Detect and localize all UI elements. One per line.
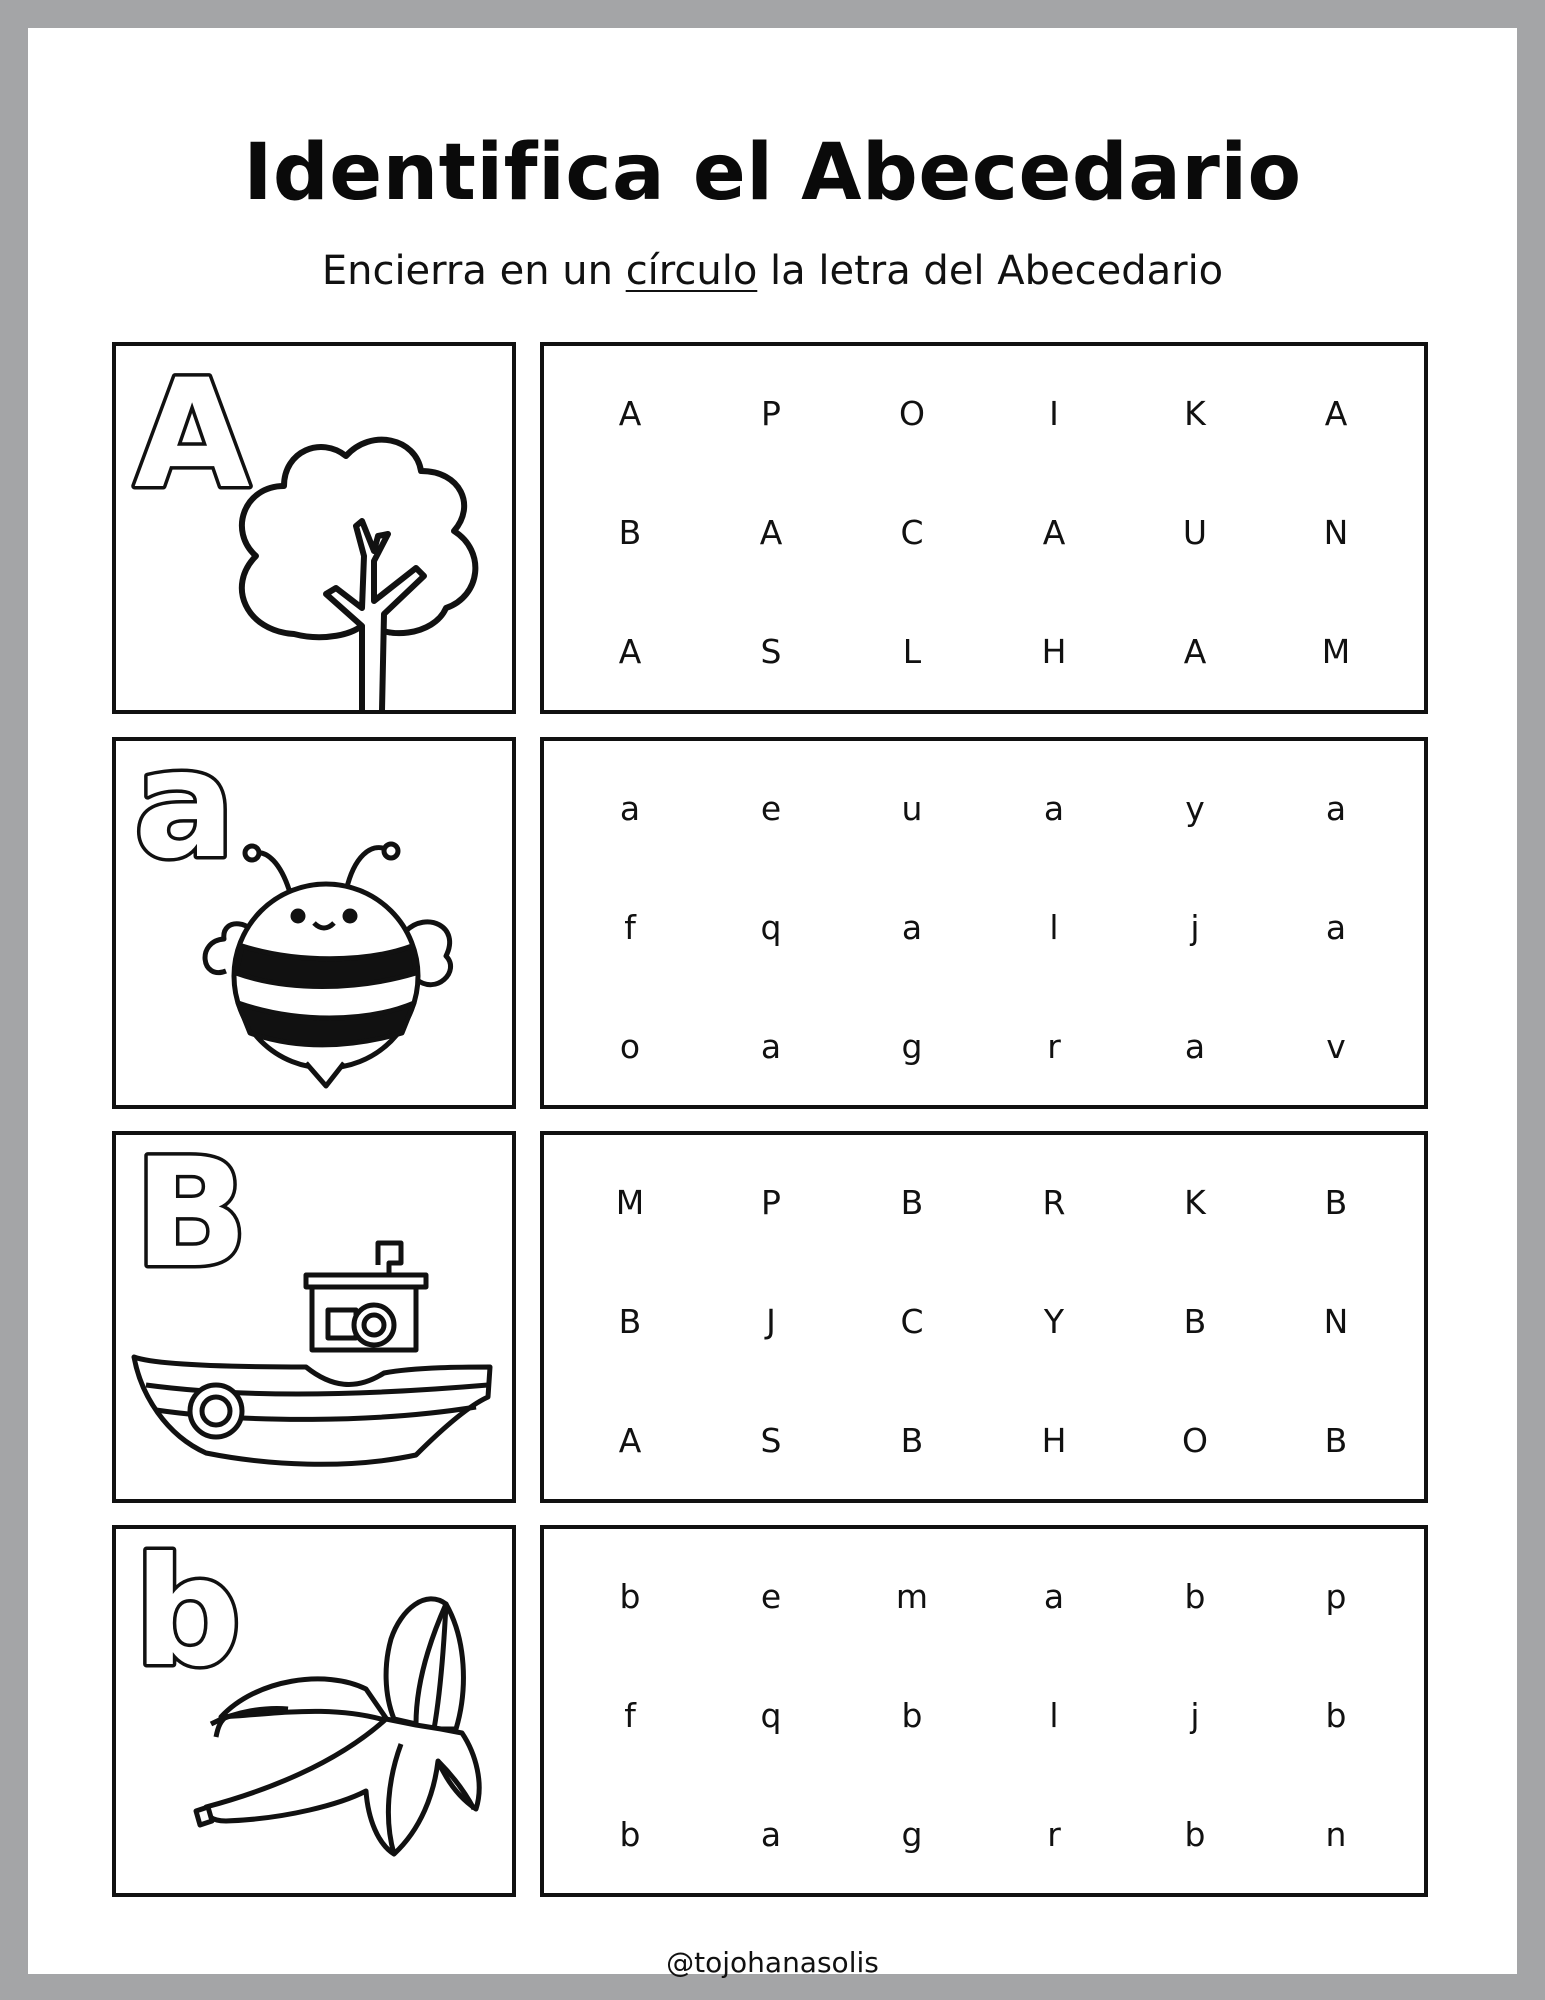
- letter-cell[interactable]: e: [760, 1577, 782, 1616]
- letter-cell[interactable]: O: [899, 394, 925, 433]
- letter-cell[interactable]: B: [1324, 1183, 1348, 1222]
- letter-grid: [540, 737, 1428, 1109]
- author-credit: @tojohanasolis: [666, 1946, 879, 1979]
- worksheet: [28, 28, 1517, 1979]
- letter-cell[interactable]: a: [901, 908, 923, 947]
- instructions: [28, 248, 1517, 294]
- letter-cell[interactable]: b: [619, 1815, 641, 1854]
- letter-cell[interactable]: N: [1323, 1302, 1349, 1341]
- letter-cell[interactable]: a: [760, 1815, 782, 1854]
- letter-cell[interactable]: P: [761, 394, 781, 433]
- letter-row-b: [112, 1525, 1428, 1897]
- picture-panel: [116, 1529, 512, 1893]
- letter-cell[interactable]: u: [901, 789, 923, 828]
- picture-box: [112, 1525, 516, 1897]
- outline-letter: b: [134, 1529, 242, 1700]
- letter-cell[interactable]: B: [900, 1421, 924, 1460]
- letter-cell[interactable]: g: [901, 1027, 923, 1066]
- picture-box: [112, 737, 516, 1109]
- letter-cell[interactable]: b: [901, 1696, 923, 1735]
- letter-cell[interactable]: f: [624, 1696, 636, 1735]
- instructions-underlined-word: círculo: [625, 248, 758, 294]
- letter-cell[interactable]: l: [1049, 908, 1059, 947]
- letter-cell[interactable]: K: [1184, 394, 1206, 433]
- letter-cell[interactable]: K: [1184, 1183, 1206, 1222]
- letter-cell[interactable]: N: [1323, 513, 1349, 552]
- letter-cell[interactable]: b: [619, 1577, 641, 1616]
- letter-cell[interactable]: n: [1325, 1815, 1347, 1854]
- letter-cell[interactable]: r: [1047, 1027, 1061, 1066]
- letter-cell[interactable]: m: [895, 1577, 929, 1616]
- letter-row-A: [112, 342, 1428, 714]
- letter-cell[interactable]: I: [1049, 394, 1059, 433]
- letter-cell[interactable]: a: [1043, 1577, 1065, 1616]
- letter-cell[interactable]: B: [618, 1302, 642, 1341]
- letter-cell[interactable]: U: [1182, 513, 1208, 552]
- letter-cell[interactable]: a: [1043, 789, 1065, 828]
- letter-grid: [540, 1525, 1428, 1897]
- letter-cell[interactable]: b: [1325, 1696, 1347, 1735]
- letter-cell[interactable]: A: [1324, 394, 1348, 433]
- letter-cell[interactable]: P: [761, 1183, 781, 1222]
- letter-cell[interactable]: v: [1326, 1027, 1346, 1066]
- letter-cell[interactable]: B: [900, 1183, 924, 1222]
- page-title: Identifica el Abecedario: [243, 128, 1302, 218]
- letter-cell[interactable]: C: [900, 1302, 924, 1341]
- letter-row-a: [112, 737, 1428, 1109]
- letter-cell[interactable]: S: [760, 632, 782, 671]
- letter-cell[interactable]: H: [1041, 1421, 1067, 1460]
- letter-cell[interactable]: S: [760, 1421, 782, 1460]
- letter-cell[interactable]: C: [900, 513, 924, 552]
- letter-cell[interactable]: l: [1049, 1696, 1059, 1735]
- outline-letter: A: [134, 348, 251, 522]
- letter-cell[interactable]: A: [1183, 632, 1207, 671]
- bee-icon: [205, 844, 451, 1086]
- letter-cell[interactable]: O: [1182, 1421, 1208, 1460]
- letter-cell[interactable]: j: [1190, 1696, 1200, 1735]
- letter-cell[interactable]: b: [1184, 1577, 1206, 1616]
- letter-cell[interactable]: q: [760, 1696, 782, 1735]
- letter-cell[interactable]: A: [618, 632, 642, 671]
- picture-panel: [116, 1135, 512, 1499]
- letter-cell[interactable]: a: [1184, 1027, 1206, 1066]
- letter-cell[interactable]: A: [618, 394, 642, 433]
- letter-grid: [540, 342, 1428, 714]
- picture-box: [112, 1131, 516, 1503]
- letter-cell[interactable]: A: [618, 1421, 642, 1460]
- letter-cell[interactable]: R: [1042, 1183, 1066, 1222]
- letter-cell[interactable]: j: [1190, 908, 1200, 947]
- letter-cell[interactable]: f: [624, 908, 636, 947]
- letter-cell[interactable]: a: [1325, 789, 1347, 828]
- letter-cell[interactable]: o: [619, 1027, 641, 1066]
- letter-cell[interactable]: e: [760, 789, 782, 828]
- letter-cell[interactable]: p: [1325, 1577, 1347, 1616]
- letter-cell[interactable]: M: [615, 1183, 645, 1222]
- letter-cell[interactable]: J: [766, 1302, 776, 1341]
- letter-cell[interactable]: M: [1321, 632, 1351, 671]
- instructions-start: Encierra en un: [321, 248, 626, 294]
- letter-cell[interactable]: L: [902, 632, 922, 671]
- picture-panel: [116, 346, 512, 710]
- letter-cell[interactable]: a: [619, 789, 641, 828]
- letter-cell[interactable]: B: [1324, 1421, 1348, 1460]
- letter-grid: [540, 1131, 1428, 1503]
- letter-cell[interactable]: H: [1041, 632, 1067, 671]
- picture-box: [112, 342, 516, 714]
- outline-letter: a: [134, 741, 236, 892]
- letter-cell[interactable]: Y: [1043, 1302, 1065, 1341]
- letter-cell[interactable]: y: [1185, 789, 1205, 828]
- letter-cell[interactable]: g: [901, 1815, 923, 1854]
- letter-cell[interactable]: A: [759, 513, 783, 552]
- tree-icon: [242, 440, 476, 710]
- letter-cell[interactable]: r: [1047, 1815, 1061, 1854]
- letter-cell[interactable]: A: [1042, 513, 1066, 552]
- letter-cell[interactable]: B: [618, 513, 642, 552]
- outline-letter: B: [134, 1135, 249, 1301]
- letter-cell[interactable]: a: [1325, 908, 1347, 947]
- letter-cell[interactable]: a: [760, 1027, 782, 1066]
- instructions-end: la letra del Abecedario: [757, 248, 1224, 294]
- letter-cell[interactable]: q: [760, 908, 782, 947]
- letter-cell[interactable]: B: [1183, 1302, 1207, 1341]
- letter-cell[interactable]: b: [1184, 1815, 1206, 1854]
- picture-panel: [116, 741, 512, 1105]
- letter-row-B: [112, 1131, 1428, 1503]
